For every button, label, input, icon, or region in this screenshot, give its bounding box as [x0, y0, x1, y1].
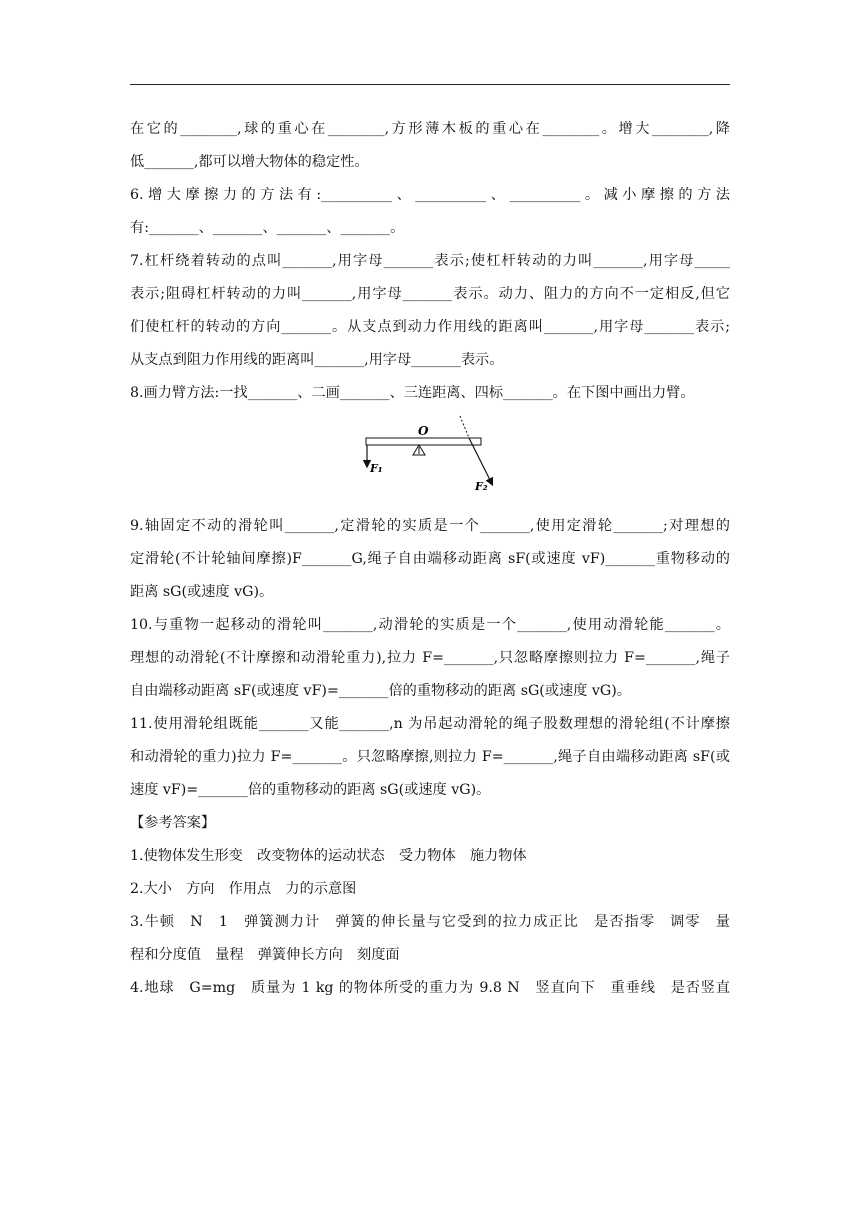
text-line: 速度 vF)=_______倍的重物移动的距离 sG(或速度 vG)。 [130, 782, 491, 798]
text-line: 和动滑轮的重力)拉力 F=_______。只忽略摩擦,则拉力 F=_______,绳子自由端移动距离 sF(或 [130, 749, 730, 765]
text-line: 自由端移动距离 sF(或速度 vF)=_______倍的重物移动的距离 sG(或速度 vG)。 [130, 683, 631, 699]
question-11: 11.使用滑轮组既能_______又能_______,n 为吊起动滑轮的绳子股数理想的滑轮组(不计摩擦 [130, 716, 730, 732]
question-7: 7.杠杆绕着转动的点叫_______,用字母_______表示;使杠杆转动的力叫_______,用字母_____ [130, 253, 730, 269]
force-line-extension [460, 416, 469, 438]
answer-2: 2.大小 方向 作用点 力的示意图 [130, 881, 357, 897]
lever-figure [130, 410, 730, 510]
answers-heading: 【参考答案】 [130, 815, 216, 831]
text-line: 理想的动滑轮(不计摩擦和动滑轮重力),拉力 F=_______,只忽略摩擦则拉力 F=_______,绳子 [130, 650, 730, 666]
document-body [130, 113, 730, 1005]
force2-label: F₂ [475, 480, 488, 493]
question-6: 6.增大摩擦力的方法有:__________、__________、__________。减小摩擦的方法 [130, 187, 730, 203]
text-line: 在它的________,球的重心在________,方形薄木板的重心在________。增大________,降 [130, 121, 730, 137]
text-line: 从支点到阻力作用线的距离叫_______,用字母_______表示。 [130, 352, 504, 368]
question-10: 10.与重物一起移动的滑轮叫_______,动滑轮的实质是一个_______,使用动滑轮能_______。 [130, 617, 730, 633]
force1-label: F₁ [370, 462, 383, 475]
lever-bar [366, 438, 481, 445]
answer-4: 4.地球 G=mg 质量为 1 kg 的物体所受的重力为 9.8 N 竖直向下 重垂线 是否竖直 [130, 980, 730, 996]
header-rule [130, 84, 730, 85]
text-line: 们使杠杆的转动的方向_______。从支点到动力作用线的距离叫_______,用字母_______表示; [130, 319, 730, 335]
answer-1: 1.使物体发生形变 改变物体的运动状态 受力物体 施力物体 [130, 848, 527, 864]
text-line: 距离 sG(或速度 vG)。 [130, 584, 274, 600]
question-8: 8.画力臂方法:一找_______、二画_______、三连距离、四标_______。在下图中画出力臂。 [130, 385, 695, 401]
pivot-label: O [418, 424, 429, 438]
text-line: 低_______,都可以增大物体的稳定性。 [130, 154, 369, 170]
lever-diagram [356, 414, 506, 506]
text-line: 有:_______、_______、_______、_______。 [130, 220, 405, 236]
text-line: 程和分度值 量程 弹簧伸长方向 刻度面 [130, 947, 400, 963]
text-line: 定滑轮(不计轮轴间摩擦)F_______G,绳子自由端移动距离 sF(或速度 vF)_______重物移动的 [130, 551, 730, 567]
text-line: 表示;阻碍杠杆转动的力叫_______,用字母_______表示。动力、阻力的方向不一定相反,但它 [130, 286, 730, 302]
question-9: 9.轴固定不动的滑轮叫_______,定滑轮的实质是一个_______,使用定滑轮_______;对理想的 [130, 518, 730, 534]
answer-3: 3.牛顿 N 1 弹簧测力计 弹簧的伸长量与它受到的拉力成正比 是否指零 调零 量 [130, 914, 730, 930]
